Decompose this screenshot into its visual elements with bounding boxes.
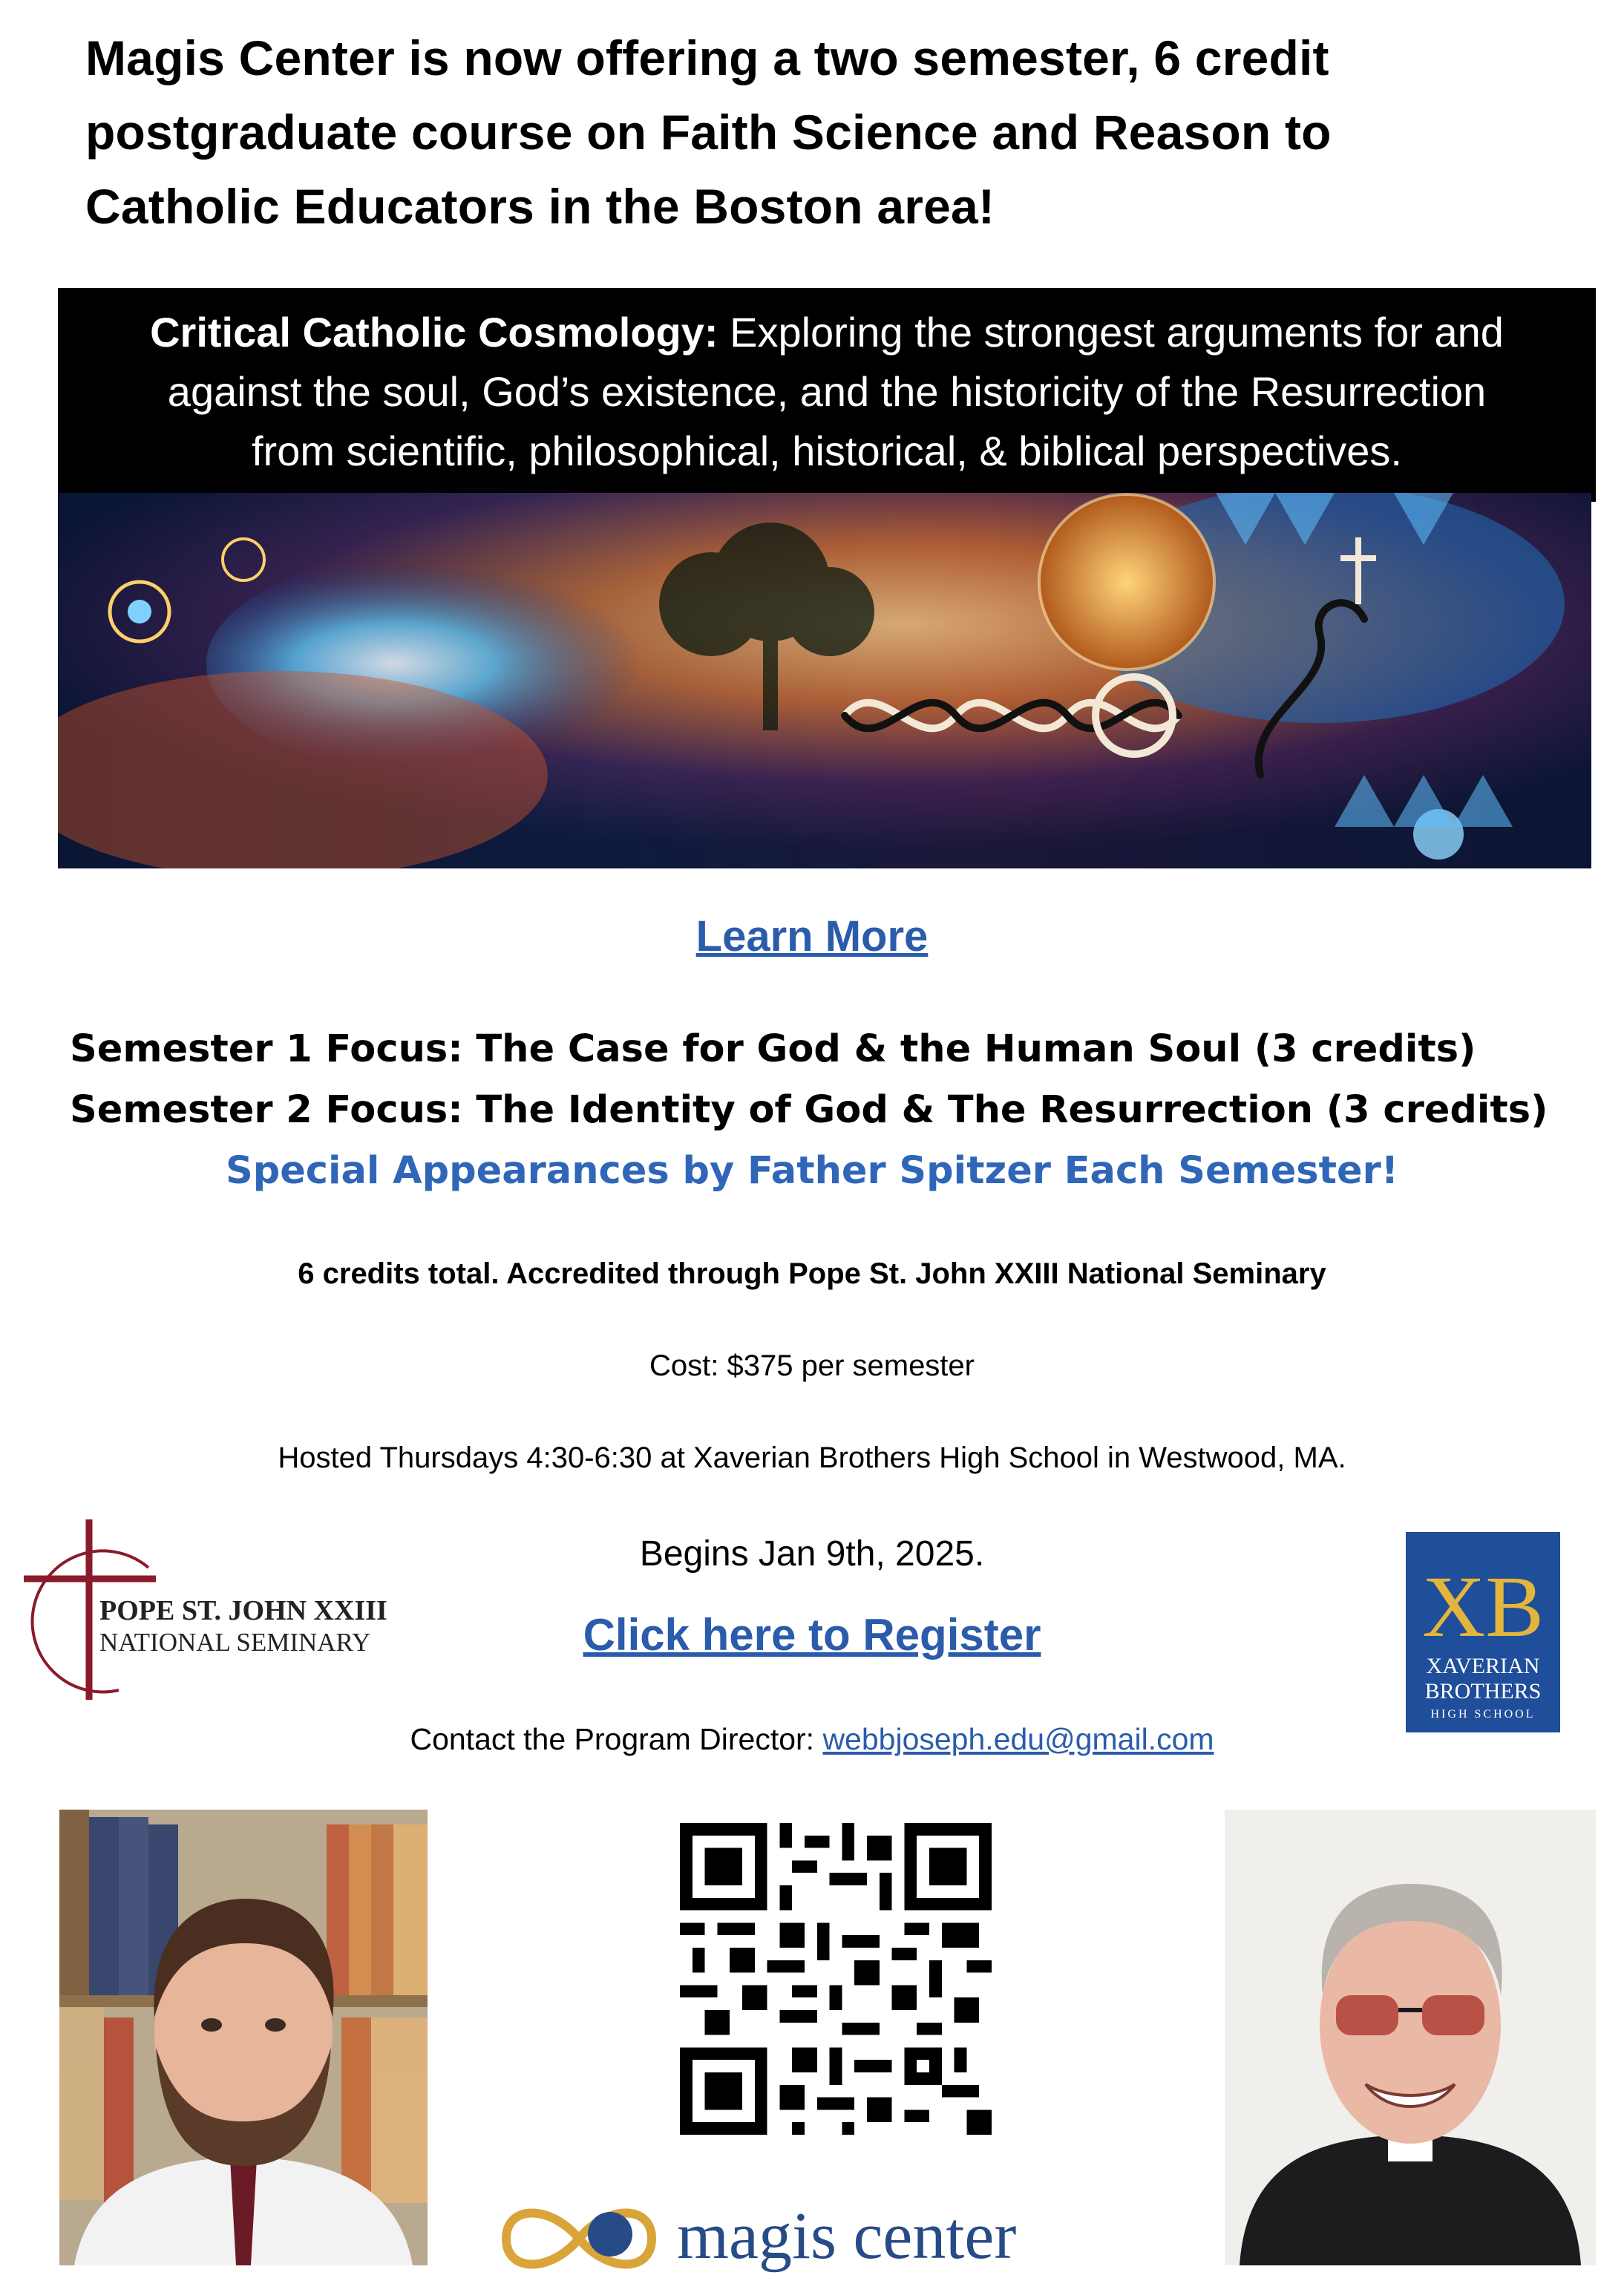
credits-total: 6 credits total. Accredited through Pope St. John XXIII National Seminary bbox=[298, 1257, 1326, 1290]
banner-line-2: against the soul, God’s existence, and the historicity of the Resurrection bbox=[167, 368, 1487, 415]
cost: Cost: $375 per semester bbox=[649, 1349, 975, 1382]
seminary-name-line-1: POPE ST. JOHN XXIII bbox=[99, 1595, 387, 1626]
magis-infinity-globe-icon bbox=[499, 2197, 1167, 2274]
headline-line-2: postgraduate course on Faith Science and Reason to bbox=[85, 105, 1332, 160]
course-banner bbox=[58, 288, 1596, 502]
xaverian-brothers-logo bbox=[1406, 1532, 1560, 1732]
father-spitzer-photo bbox=[1225, 1810, 1596, 2265]
seminary-name-line-2: NATIONAL SEMINARY bbox=[99, 1628, 371, 1657]
cosmic-hero-image bbox=[58, 493, 1591, 868]
headline bbox=[85, 21, 1570, 243]
program-director-photo bbox=[59, 1810, 428, 2265]
headline-line-1: Magis Center is now offering a two semester, 6 credit bbox=[85, 30, 1329, 85]
contact-label: Contact the Program Director: bbox=[410, 1722, 823, 1756]
seminary-logo bbox=[7, 1508, 423, 1701]
register-link[interactable]: Click here to Register bbox=[583, 1610, 1041, 1660]
magis-center-logo bbox=[499, 2197, 1167, 2274]
spitzer-portrait bbox=[1225, 1810, 1596, 2265]
banner-line-3: from scientific, philosophical, historical, & biblical perspectives. bbox=[252, 428, 1402, 474]
contact-line bbox=[0, 1722, 1624, 1757]
magis-wordmark: magis center bbox=[677, 2199, 1017, 2273]
xb-line-1: XAVERIAN bbox=[1426, 1654, 1540, 1678]
hero-artwork bbox=[58, 493, 1591, 868]
director-portrait bbox=[59, 1810, 428, 2265]
contact-email-link[interactable]: webbjoseph.edu@gmail.com bbox=[822, 1722, 1214, 1756]
banner-line-1-rest: Exploring the strongest arguments for and bbox=[718, 309, 1504, 356]
headline-line-3: Catholic Educators in the Boston area! bbox=[85, 179, 995, 234]
qr-code-icon bbox=[680, 1823, 992, 2135]
semester-2-focus: Semester 2 Focus: The Identity of God & The Resurrection (3 credits) bbox=[70, 1088, 1548, 1132]
xb-line-2: BROTHERS bbox=[1424, 1679, 1542, 1703]
begins-date: Begins Jan 9th, 2025. bbox=[639, 1534, 985, 1574]
xb-mark: XB bbox=[1422, 1558, 1544, 1655]
learn-more-link[interactable]: Learn More bbox=[695, 912, 929, 960]
xb-crest-icon bbox=[1406, 1532, 1560, 1732]
registration-qr-code[interactable] bbox=[680, 1823, 992, 2135]
xb-line-3: HIGH SCHOOL bbox=[1430, 1708, 1536, 1721]
banner-line-1 bbox=[58, 303, 1596, 362]
semester-1-focus: Semester 1 Focus: The Case for God & the Human Soul (3 credits) bbox=[70, 1027, 1476, 1071]
hosted-info: Hosted Thursdays 4:30-6:30 at Xaverian Brothers High School in Westwood, MA. bbox=[278, 1441, 1346, 1474]
special-appearances: Special Appearances by Father Spitzer Each Semester! bbox=[225, 1149, 1399, 1193]
seminary-cross-icon bbox=[7, 1508, 423, 1701]
course-title: Critical Catholic Cosmology: bbox=[150, 309, 718, 356]
